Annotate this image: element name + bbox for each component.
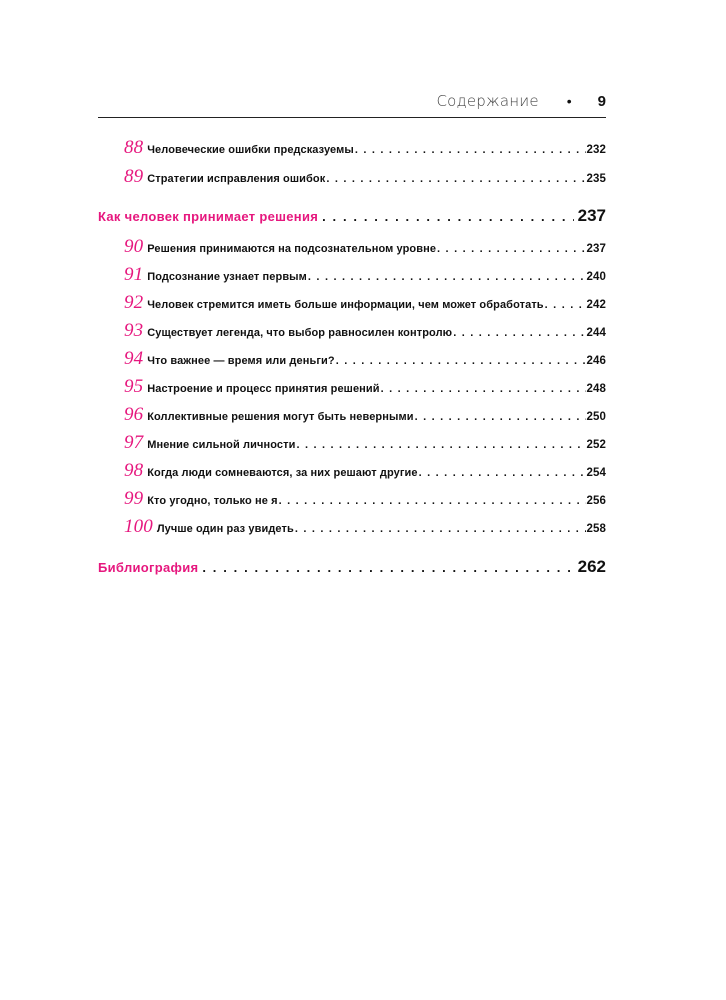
entry-title: Человеческие ошибки предсказуемы [147, 144, 354, 156]
entry-page: 242 [586, 299, 606, 311]
entry-page: 258 [586, 523, 606, 535]
entry-page: 235 [586, 173, 606, 185]
entry-title: Настроение и процесс принятия решений [147, 383, 380, 395]
entry-title: Мнение сильной личности [147, 439, 296, 451]
entry-number: 90 [124, 236, 144, 257]
entry-page: 256 [586, 495, 606, 507]
toc-entry-95[interactable] [124, 376, 606, 398]
entry-number: 97 [124, 432, 144, 453]
entry-title: Когда люди сомневаются, за них решают другие [147, 467, 418, 479]
toc-entry-96[interactable] [124, 404, 606, 426]
header-rule [98, 117, 606, 118]
entry-page: 246 [586, 355, 606, 367]
entry-number: 98 [124, 460, 144, 481]
toc-section-decisions[interactable] [98, 206, 606, 226]
entry-number: 99 [124, 488, 144, 509]
entry-number: 89 [124, 166, 144, 187]
entry-number: 94 [124, 348, 144, 369]
leader-dots [355, 144, 586, 156]
toc-entry-93[interactable] [124, 320, 606, 342]
toc-entry-100[interactable] [124, 516, 606, 538]
leader-dots [437, 243, 585, 255]
leader-dots [202, 560, 573, 575]
section-title: Библиография [98, 560, 199, 575]
toc-entry-88[interactable] [124, 137, 606, 159]
entry-title: Стратегии исправления ошибок [147, 173, 326, 185]
leader-dots [296, 439, 585, 451]
leader-dots [336, 355, 586, 367]
entry-number: 91 [124, 264, 144, 285]
entry-number: 93 [124, 320, 144, 341]
leader-dots [308, 271, 586, 283]
entry-title: Кто угодно, только не я [147, 495, 278, 507]
entry-page: 232 [586, 144, 606, 156]
toc-entry-99[interactable] [124, 488, 606, 510]
toc-entry-98[interactable] [124, 460, 606, 482]
toc-entry-92[interactable] [124, 292, 606, 314]
entry-page: 254 [586, 467, 606, 479]
entry-title: Лучше один раз увидеть [156, 523, 294, 535]
header-bullet: • [566, 93, 572, 109]
toc-entry-91[interactable] [124, 264, 606, 286]
leader-dots [419, 467, 586, 479]
leader-dots [545, 299, 586, 311]
toc-entry-94[interactable] [124, 348, 606, 370]
entry-title: Что важнее — время или деньги? [147, 355, 335, 367]
running-header [98, 92, 606, 110]
section-page: 262 [577, 557, 606, 576]
leader-dots [326, 173, 585, 185]
toc-entry-97[interactable] [124, 432, 606, 454]
leader-dots [322, 209, 574, 224]
entry-number: 96 [124, 404, 144, 425]
leader-dots [295, 523, 586, 535]
entry-title: Подсознание узнает первым [147, 271, 307, 283]
entry-number: 100 [124, 516, 153, 537]
header-page-number: 9 [597, 92, 606, 110]
toc-entry-89[interactable] [124, 166, 606, 188]
leader-dots [415, 411, 586, 423]
section-page: 237 [577, 206, 606, 225]
entry-page: 252 [586, 439, 606, 451]
entry-title: Человек стремится иметь больше информации, чем может обработать [147, 299, 544, 311]
toc-entry-90[interactable] [124, 236, 606, 258]
entry-page: 237 [586, 243, 606, 255]
leader-dots [381, 383, 586, 395]
entry-page: 244 [586, 327, 606, 339]
entry-title: Коллективные решения могут быть неверными [147, 411, 414, 423]
section-title: Как человек принимает решения [98, 209, 319, 224]
entry-number: 95 [124, 376, 144, 397]
leader-dots [453, 327, 585, 339]
entry-page: 248 [586, 383, 606, 395]
entry-title: Существует легенда, что выбор равносилен контролю [147, 327, 453, 339]
entry-title: Решения принимаются на подсознательном уровне [147, 243, 437, 255]
toc-section-bibliography[interactable] [98, 557, 606, 577]
entry-number: 88 [124, 137, 144, 158]
entry-number: 92 [124, 292, 144, 313]
leader-dots [279, 495, 586, 507]
entry-page: 250 [586, 411, 606, 423]
entry-page: 240 [586, 271, 606, 283]
header-title: Содержание [436, 92, 539, 110]
